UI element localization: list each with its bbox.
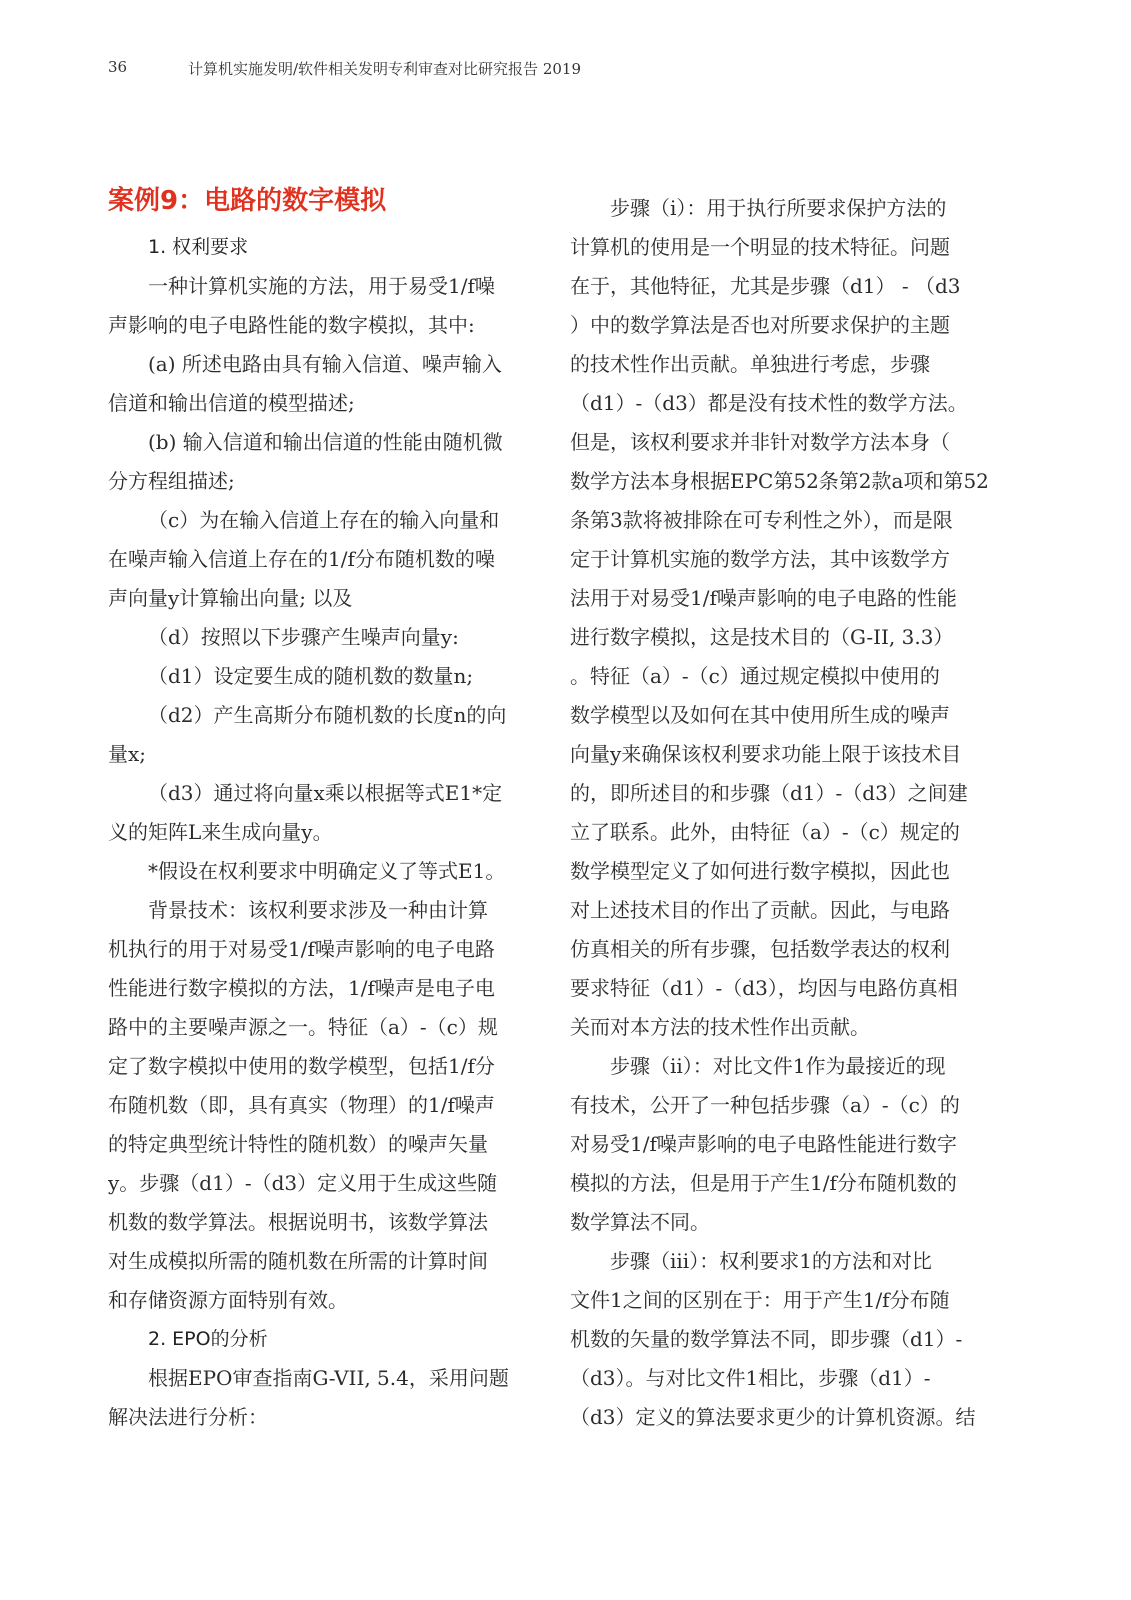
- paragraph-line: 对生成模拟所需的随机数在所需的计算时间: [108, 1249, 488, 1273]
- paragraph-line: 进行数字模拟，这是技术目的（G-II, 3.3）: [570, 625, 954, 649]
- paragraph-line: （d3）通过将向量x乘以根据等式E1*定: [148, 781, 503, 805]
- paragraph-line: 的，即所述目的和步骤（d1）-（d3）之间建: [570, 781, 968, 805]
- paragraph-line: 模拟的方法，但是用于产生1/f分布随机数的: [570, 1171, 957, 1195]
- paragraph-line: 根据EPO审查指南G-VII, 5.4，采用问题: [148, 1366, 509, 1390]
- paragraph-line: y。步骤（d1）-（d3）定义用于生成这些随: [108, 1171, 498, 1195]
- paragraph-line: 但是，该权利要求并非针对数学方法本身（: [570, 430, 950, 454]
- paragraph-line: （d3）定义的算法要求更少的计算机资源。结: [570, 1405, 976, 1429]
- paragraph-line: 布随机数（即，具有真实（物理）的1/f噪声: [108, 1093, 495, 1117]
- paragraph-line: （d2）产生高斯分布随机数的长度n的向: [148, 703, 507, 727]
- paragraph-line: 分方程组描述;: [108, 469, 235, 493]
- paragraph-line: 法用于对易受1/f噪声影响的电子电路的性能: [570, 586, 957, 610]
- paragraph-line: 立了联系。此外，由特征（a）-（c）规定的: [570, 820, 960, 844]
- paragraph-line: 关而对本方法的技术性作出贡献。: [570, 1015, 870, 1039]
- paragraph-line: （d1）-（d3）都是没有技术性的数学方法。: [570, 391, 968, 415]
- footnote-line: *假设在权利要求中明确定义了等式E1。: [148, 859, 506, 883]
- paragraph-line: （c）为在输入信道上存在的输入向量和: [148, 508, 500, 532]
- paragraph-line: 定于计算机实施的数学方法，其中该数学方: [570, 547, 950, 571]
- paragraph-line: 。特征（a）-（c）通过规定模拟中使用的: [570, 664, 940, 688]
- paragraph-line: 数学模型以及如何在其中使用所生成的噪声: [570, 703, 950, 727]
- paragraph-line: 背景技术：该权利要求涉及一种由计算: [148, 898, 488, 922]
- paragraph-line: 的技术性作出贡献。单独进行考虑，步骤: [570, 352, 930, 376]
- paragraph-line: 机数的数学算法。根据说明书，该数学算法: [108, 1210, 488, 1234]
- paragraph-line: 步骤（iii）：权利要求1的方法和对比: [610, 1249, 932, 1273]
- paragraph-line: 在于，其他特征，尤其是步骤（d1） - （d3: [570, 274, 961, 298]
- paragraph-line: 声向量y计算输出向量; 以及: [108, 586, 353, 610]
- paragraph-line: （d1）设定要生成的随机数的数量n;: [148, 664, 474, 688]
- paragraph-line: （d3）。与对比文件1相比，步骤（d1）-: [570, 1366, 931, 1390]
- paragraph-line: 和存储资源方面特别有效。: [108, 1288, 348, 1312]
- paragraph-line: 数学方法本身根据EPC第52条第2款a项和第52: [570, 469, 989, 493]
- paragraph-line: 信道和输出信道的模型描述;: [108, 391, 355, 415]
- section-heading-claims: 1. 权利要求: [148, 236, 249, 258]
- paragraph-line: 步骤（i）：用于执行所要求保护方法的: [610, 196, 947, 220]
- paragraph-line: 对易受1/f噪声影响的电子电路性能进行数字: [570, 1132, 957, 1156]
- paragraph-line: (a) 所述电路由具有输入信道、噪声输入: [148, 352, 502, 376]
- paragraph-line: 要求特征（d1）-（d3），均因与电路仿真相: [570, 976, 958, 1000]
- paragraph-line: 机执行的用于对易受1/f噪声影响的电子电路: [108, 937, 495, 961]
- paragraph-line: 文件1之间的区别在于：用于产生1/f分布随: [570, 1288, 950, 1312]
- case-title: 案例9：电路的数字模拟: [108, 186, 387, 216]
- paragraph-line: 定了数字模拟中使用的数学模型，包括1/f分: [108, 1054, 495, 1078]
- paragraph-line: 声影响的电子电路性能的数字模拟，其中:: [108, 313, 475, 337]
- paragraph-line: 步骤（ii）：对比文件1作为最接近的现: [610, 1054, 946, 1078]
- paragraph-line: 对上述技术目的作出了贡献。因此，与电路: [570, 898, 950, 922]
- paragraph-line: 计算机的使用是一个明显的技术特征。问题: [570, 235, 950, 259]
- paragraph-line: 数学模型定义了如何进行数字模拟，因此也: [570, 859, 950, 883]
- paragraph-line: 向量y来确保该权利要求功能上限于该技术目: [570, 742, 962, 766]
- paragraph-line: （d）按照以下步骤产生噪声向量y:: [148, 625, 459, 649]
- paragraph-line: 义的矩阵L来生成向量y。: [108, 820, 333, 844]
- paragraph-line: ）中的数学算法是否也对所要求保护的主题: [570, 313, 950, 337]
- paragraph-line: 解决法进行分析：: [108, 1405, 268, 1429]
- page-number: 36: [108, 58, 128, 76]
- section-heading-epo-analysis: 2. EPO的分析: [148, 1328, 268, 1350]
- paragraph-line: 数学算法不同。: [570, 1210, 710, 1234]
- paragraph-line: 条第3款将被排除在可专利性之外），而是限: [570, 508, 953, 532]
- paragraph-line: 一种计算机实施的方法，用于易受1/f噪: [148, 274, 495, 298]
- paragraph-line: 性能进行数字模拟的方法，1/f噪声是电子电: [108, 976, 495, 1000]
- paragraph-line: 量x;: [108, 742, 147, 766]
- paragraph-line: 的特定典型统计特性的随机数）的噪声矢量: [108, 1132, 488, 1156]
- paragraph-line: 路中的主要噪声源之一。特征（a）-（c）规: [108, 1015, 498, 1039]
- paragraph-line: (b) 输入信道和输出信道的性能由随机微: [148, 430, 503, 454]
- paragraph-line: 在噪声输入信道上存在的1/f分布随机数的噪: [108, 547, 495, 571]
- paragraph-line: 机数的矢量的数学算法不同，即步骤（d1）-: [570, 1327, 963, 1351]
- paragraph-line: 有技术，公开了一种包括步骤（a）-（c）的: [570, 1093, 960, 1117]
- paragraph-line: 仿真相关的所有步骤，包括数学表达的权利: [570, 937, 950, 961]
- running-header-title: 计算机实施发明/软件相关发明专利审查对比研究报告 2019: [188, 60, 581, 78]
